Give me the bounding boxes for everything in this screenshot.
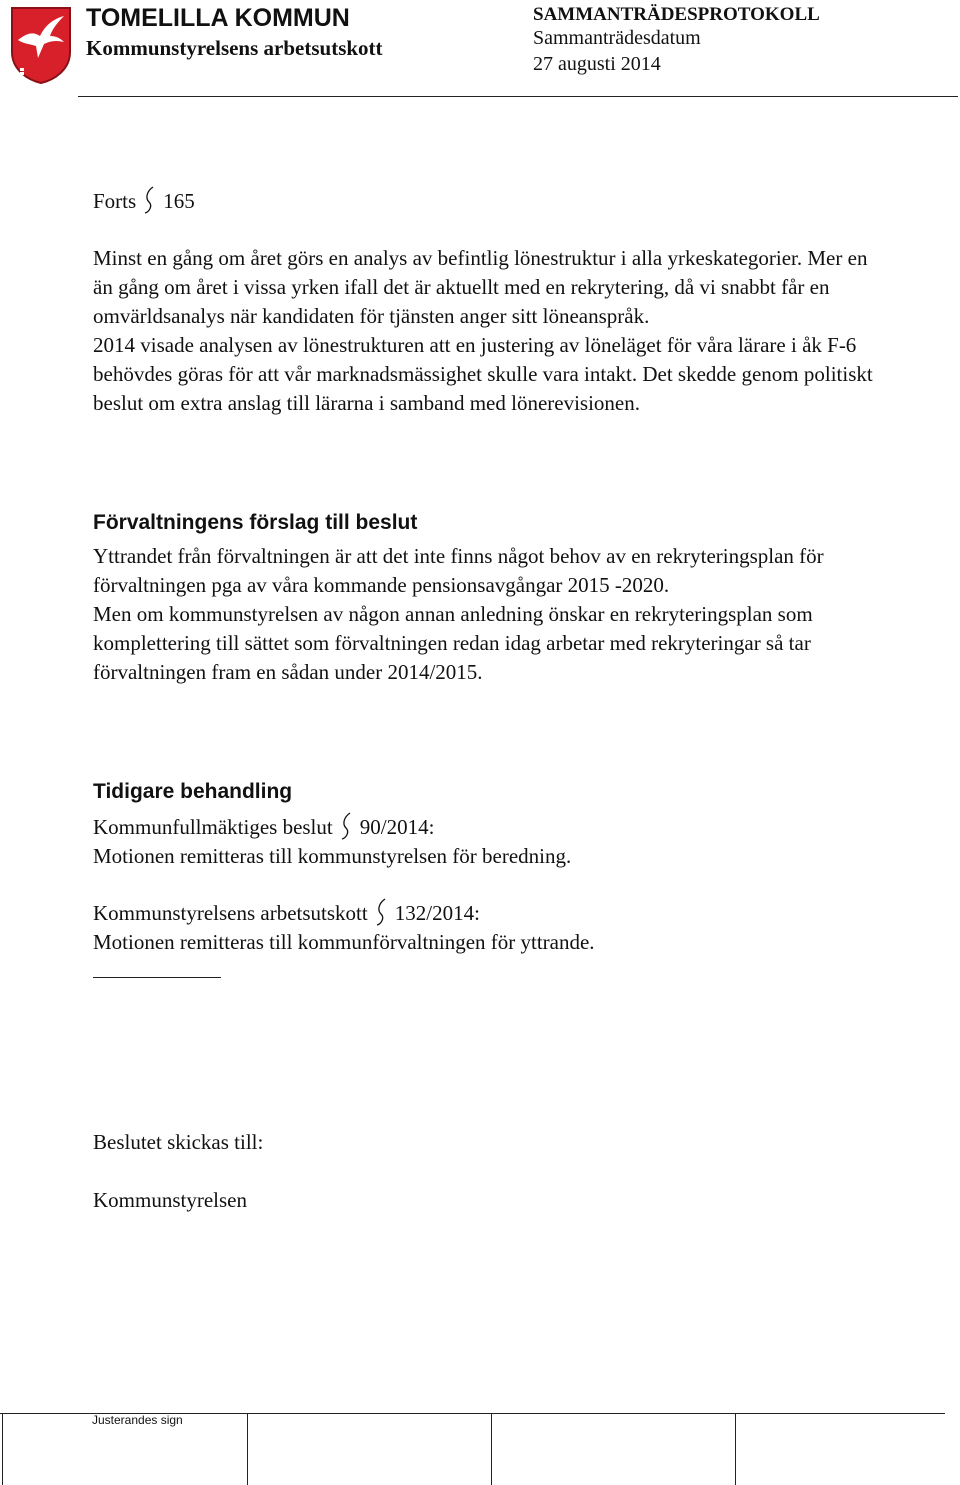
distribution-recipient: Kommunstyrelsen <box>93 1188 247 1212</box>
history-entry-line <box>93 812 873 842</box>
history-entry <box>93 812 873 871</box>
intro-paragraph-1: Minst en gång om året görs en analys av befintlig lönestruktur i alla yrkeskategorier. Mer en än gång om året i vissa yrken ifall det är aktuellt med en rekrytering, då vi snabbt får en omvärldsanalys när kandidaten för tjänsten anger sitt löneanspråk. <box>93 246 868 328</box>
history-ref: 90/2014: <box>359 815 435 839</box>
section-sign-icon <box>375 898 387 926</box>
history-detail: Motionen remitteras till kommunstyrelsen för beredning. <box>93 844 572 868</box>
intro-paragraph-2: 2014 visade analysen av lönestrukturen att en justering av löneläget för våra lärare i åk F-6 behövdes göras för att vår marknadsmässighet skulle vara intakt. Det skedde genom politiskt beslut om extra anslag till lärarna i samband med lönerevisionen. <box>93 333 873 415</box>
history-detail: Motionen remitteras till kommunförvaltningen för yttrande. <box>93 930 595 954</box>
footer-signature-label: Justerandes sign <box>92 1413 183 1427</box>
history-entry-line <box>93 898 873 928</box>
history-ref: 132/2014: <box>394 901 480 925</box>
organization-name: TOMELILLA KOMMUN <box>86 4 350 32</box>
section-reference <box>93 186 873 216</box>
footer-cell-divider <box>2 1413 3 1485</box>
footer-cell-divider <box>247 1413 248 1485</box>
signature-footer <box>0 1410 945 1485</box>
meeting-date-value: 27 augusti 2014 <box>533 53 661 75</box>
proposal-paragraph-1: Yttrandet från förvaltningen är att det inte finns något behov av en rekryteringsplan för förvaltningen pga av våra kommande pensionsavgångar 2015 -2020. <box>93 544 824 597</box>
history-body: Kommunfullmäktiges beslut <box>93 815 333 839</box>
proposal-paragraph-2: Men om kommunstyrelsen av någon annan anledning önskar en rekryteringsplan som komplettering till sättet som förvaltningen redan idag arbetar med rekryteringar så tar förvaltningen fram en sådan under 2014/2015. <box>93 602 813 684</box>
meeting-date-label: Sammanträdesdatum <box>533 27 701 49</box>
section-sign-icon <box>340 812 352 840</box>
section-number: 165 <box>163 189 195 213</box>
footer-cell-divider <box>491 1413 492 1485</box>
proposal-text <box>93 542 873 687</box>
header-divider <box>78 96 958 97</box>
section-sign-icon <box>143 186 155 214</box>
section-prefix: Forts <box>93 189 137 213</box>
proposal-heading: Förvaltningens förslag till beslut <box>93 511 418 534</box>
history-body: Kommunstyrelsens arbetsutskott <box>93 901 368 925</box>
history-entry <box>93 898 873 957</box>
distribution-label: Beslutet skickas till: <box>93 1130 264 1154</box>
history-heading: Tidigare behandling <box>93 780 293 803</box>
document-type: SAMMANTRÄDESPROTOKOLL <box>533 4 820 25</box>
short-divider <box>93 977 221 978</box>
intro-text <box>93 244 873 418</box>
footer-cell-divider <box>735 1413 736 1485</box>
municipal-coat-of-arms-icon <box>10 6 72 84</box>
organization-unit: Kommunstyrelsens arbetsutskott <box>86 36 383 60</box>
